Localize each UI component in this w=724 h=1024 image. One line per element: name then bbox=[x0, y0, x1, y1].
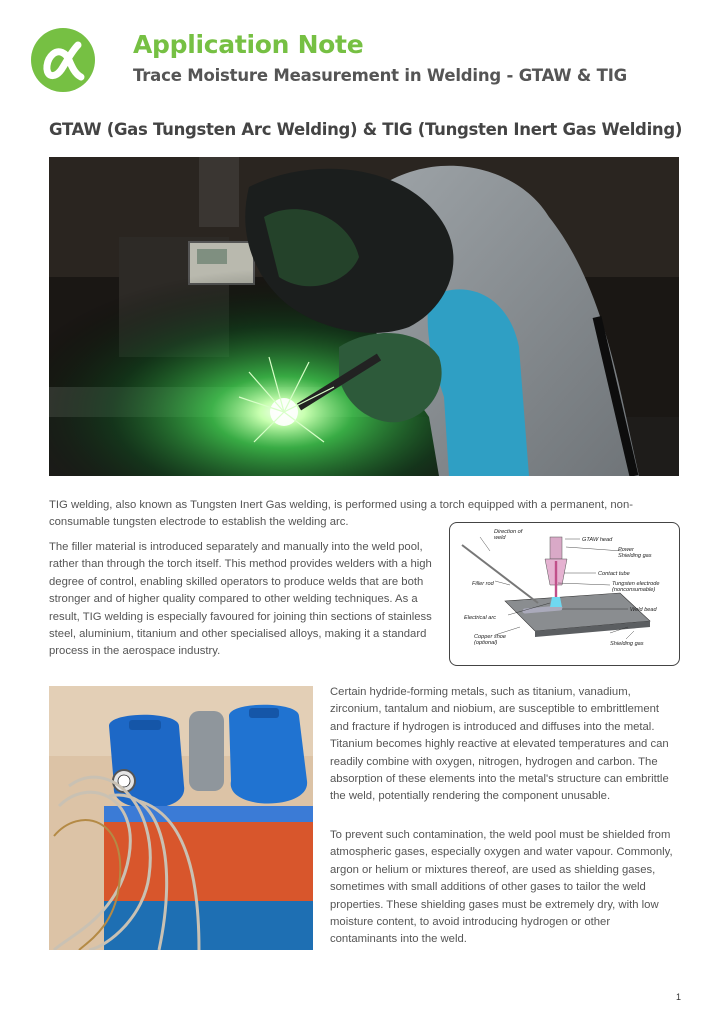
document-subtitle: Trace Moisture Measurement in Welding - GTAW & TIG bbox=[133, 66, 628, 85]
page-number: 1 bbox=[676, 992, 682, 1002]
label-tungsten: Tungsten electrode bbox=[612, 581, 660, 587]
label-shielding-gas-in: Shielding gas bbox=[618, 553, 652, 559]
welding-photo bbox=[49, 157, 679, 476]
document-title: Application Note bbox=[133, 30, 364, 59]
label-direction-weld: weld bbox=[494, 535, 506, 541]
label-contact-tube: Contact tube bbox=[598, 571, 630, 577]
paragraph-hydride: Certain hydride-forming metals, such as titanium, vanadium, zirconium, tantalum and niobium, are susceptible to embrittlement and fracture if hydrogen is introduced and diffuses into the metal. Titanium becomes highly reactive at elevated temperatures and can readily combine with oxygen, nitrogen, hydrogen and carbon. The absorption of these elements into the metal's structure can embrittle the weld, potentially rendering the component unusable. bbox=[330, 686, 669, 803]
paragraph-shielding: To prevent such contamination, the weld pool must be shielded from atmospheric gases, especially oxygen and water vapour. Commonly, argon or helium or mixtures thereof, are used as shielding gases, sometimes with small additions of other gases to tailor the weld properties. These shielding gases must be extremely dry, with low moisture content, to avoid introducing hydrogen or other contaminants into the weld. bbox=[330, 829, 673, 946]
section-title: GTAW (Gas Tungsten Arc Welding) & TIG (Tungsten Inert Gas Welding) bbox=[49, 120, 683, 139]
paragraph-intro: TIG welding, also known as Tungsten Inert Gas welding, is performed using a torch equipped with a permanent, non-consumable tungsten electrode to establish the welding arc. bbox=[49, 499, 633, 529]
gas-cylinders-photo bbox=[49, 686, 313, 950]
label-optional: (optional) bbox=[474, 640, 498, 646]
label-shielding-gas-out: Shielding gas bbox=[610, 641, 644, 647]
label-gtaw-head: GTAW head bbox=[582, 537, 613, 543]
gtaw-diagram bbox=[449, 522, 680, 666]
alpha-logo-icon bbox=[30, 27, 96, 93]
label-filler-rod: Filler rod bbox=[472, 581, 494, 587]
label-weld-bead: Weld bead bbox=[630, 607, 657, 613]
label-copper-shoe: Copper shoe bbox=[474, 634, 507, 640]
label-power: Power bbox=[618, 547, 634, 553]
label-direction: Direction of bbox=[494, 529, 523, 535]
paragraph-filler: The filler material is introduced separately and manually into the weld pool, rather than through the torch itself. This method provides welders with a high degree of control, enabling skilled operators to produce welds that are both stronger and of higher quality compared to other welding techniques. As a result, TIG welding is especially favoured for joining thin sections of stainless steel, aluminium, titanium and other specialised alloys, making it a standard process in the aerospace industry. bbox=[49, 541, 432, 658]
label-electrical-arc: Electrical arc bbox=[464, 615, 497, 621]
label-tungsten-nonconsumable: (nonconsumable) bbox=[612, 587, 656, 593]
